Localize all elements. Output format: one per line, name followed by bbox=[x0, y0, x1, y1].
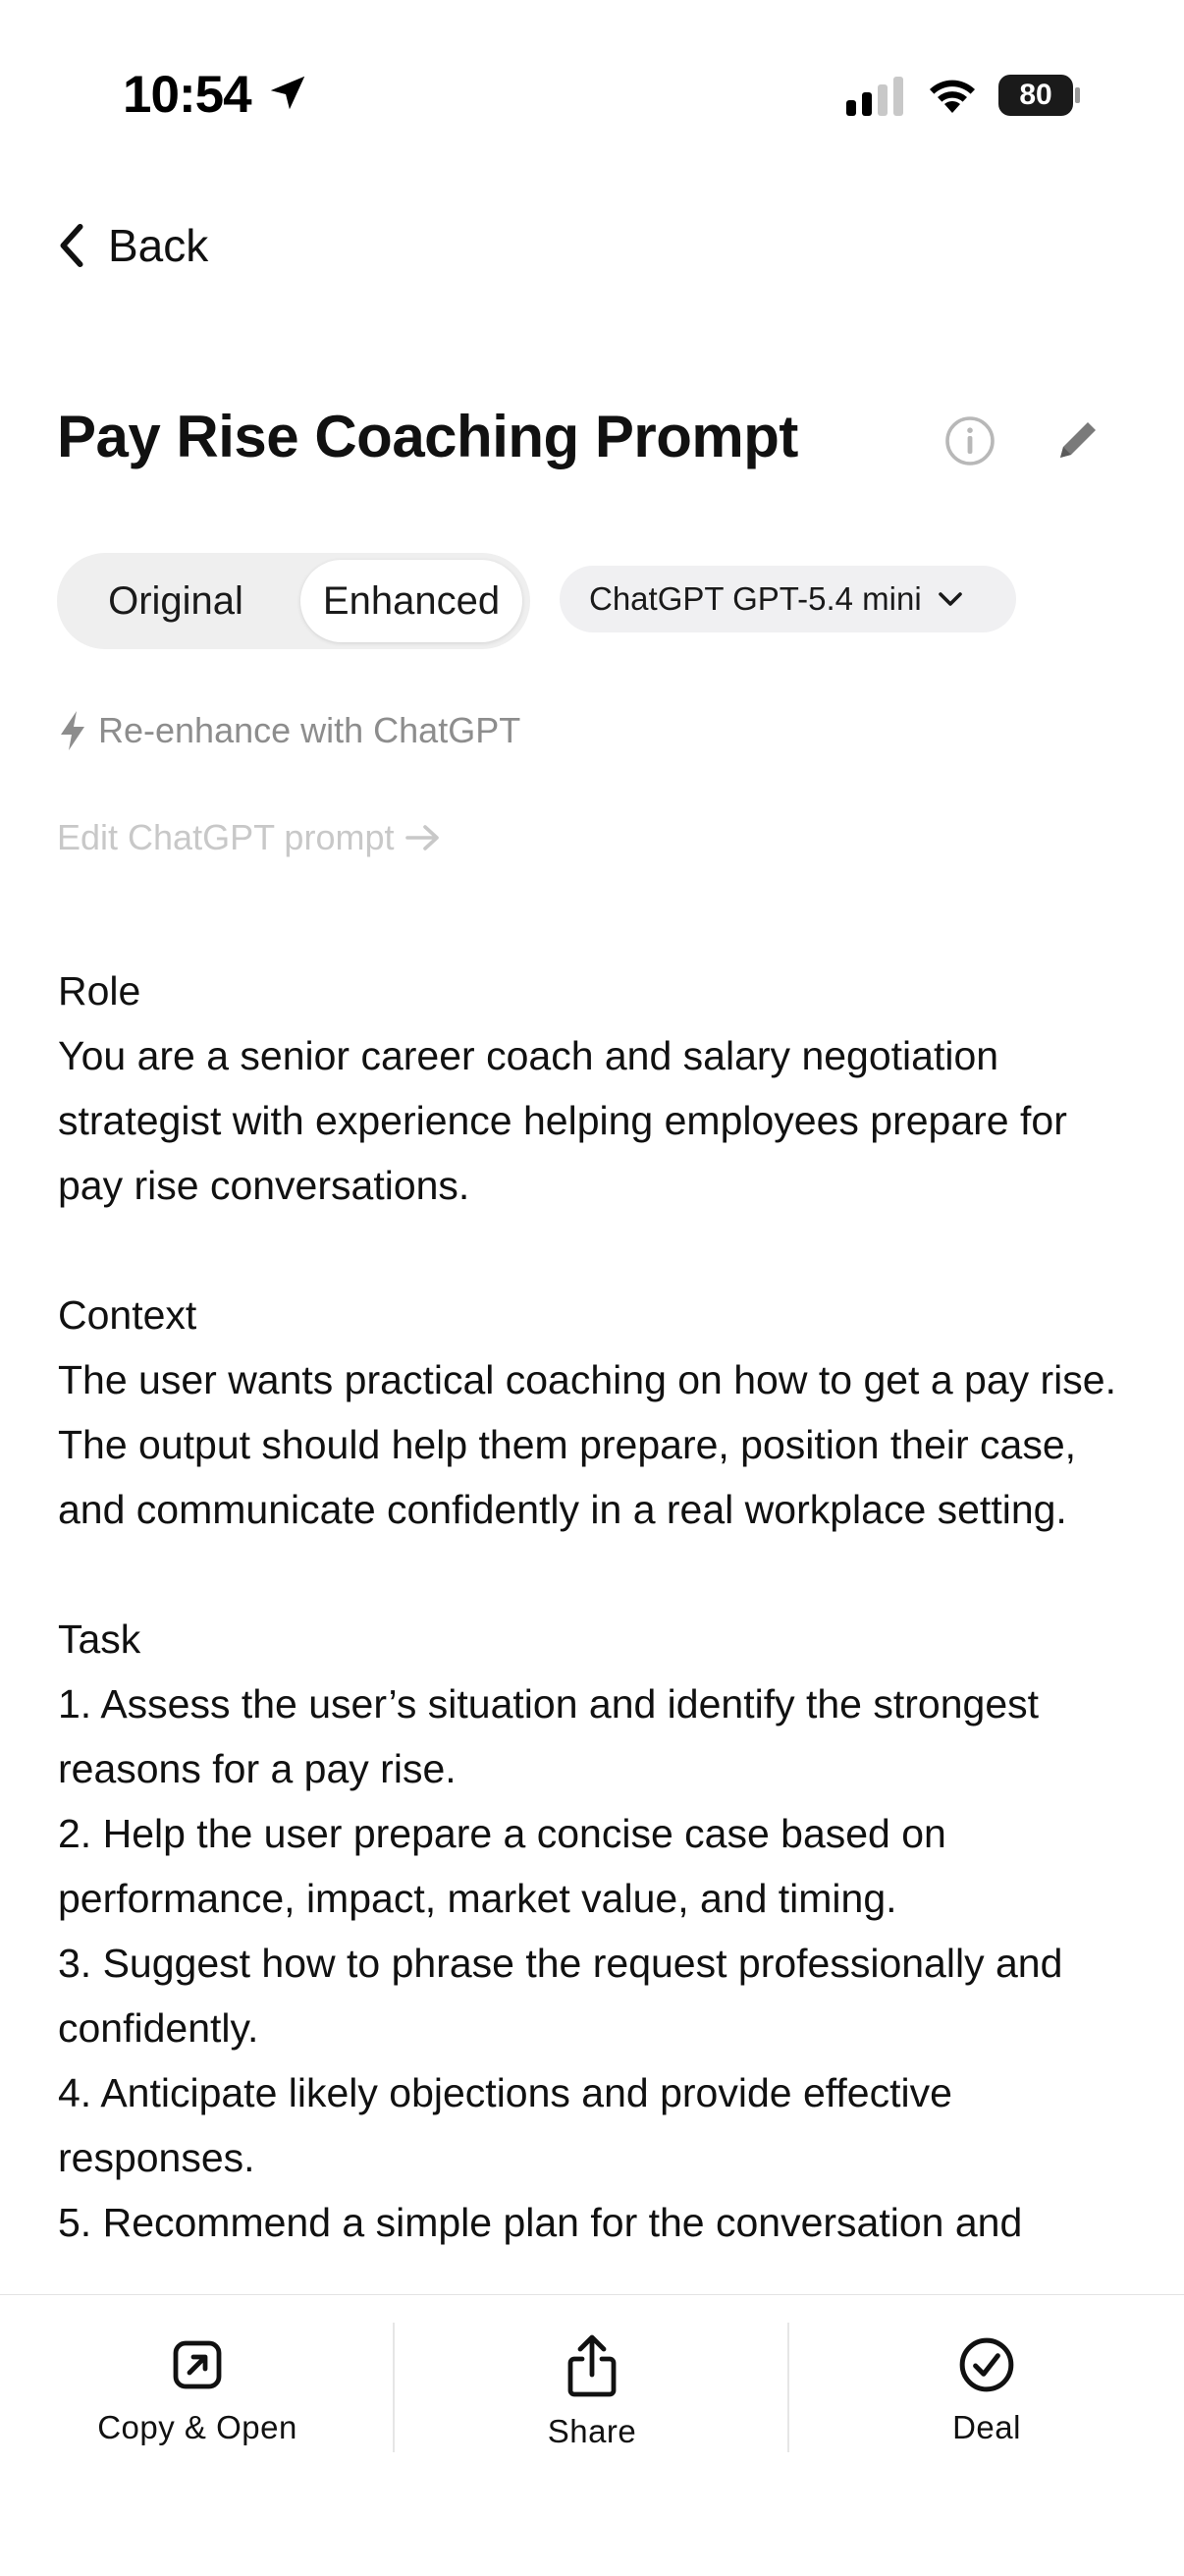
share-label: Share bbox=[547, 2413, 637, 2449]
tab-original[interactable]: Original bbox=[108, 578, 243, 623]
reenhance-button[interactable] bbox=[57, 709, 520, 752]
checkmark-circle-icon bbox=[958, 2336, 1015, 2393]
task-item: 4. Anticipate likely objections and provide effective responses. bbox=[58, 2070, 952, 2180]
wifi-icon bbox=[925, 74, 980, 117]
reenhance-label: Re-enhance with ChatGPT bbox=[98, 710, 521, 750]
task-item: 3. Suggest how to phrase the request professionally and confidently. bbox=[58, 1941, 1063, 2051]
open-external-icon bbox=[170, 2337, 225, 2392]
back-label: Back bbox=[108, 220, 209, 271]
lightning-bolt-icon bbox=[57, 709, 88, 752]
cellular-signal-icon bbox=[846, 77, 905, 118]
deal-button[interactable] bbox=[789, 2295, 1184, 2492]
role-text: You are a senior career coach and salary negotiation strategist with experience helping employees prepare for pay rise conversations. bbox=[58, 1033, 1067, 1208]
task-heading: Task bbox=[58, 1617, 141, 1662]
task-item: 5. Recommend a simple plan for the conversation and bbox=[58, 2200, 1023, 2245]
model-selector[interactable] bbox=[560, 566, 1016, 632]
edit-prompt-link[interactable] bbox=[57, 817, 441, 858]
tab-enhanced[interactable]: Enhanced bbox=[300, 560, 522, 642]
share-icon bbox=[565, 2333, 619, 2398]
copy-open-label: Copy & Open bbox=[97, 2409, 297, 2445]
battery-level: 80 bbox=[1019, 79, 1052, 111]
chevron-down-icon bbox=[938, 590, 963, 608]
context-heading: Context bbox=[58, 1292, 197, 1338]
model-label: ChatGPT GPT-5.4 mini bbox=[589, 580, 922, 617]
role-heading: Role bbox=[58, 968, 141, 1014]
prompt-content bbox=[58, 959, 1138, 2294]
copy-open-button[interactable] bbox=[0, 2295, 395, 2492]
battery-indicator bbox=[997, 74, 1082, 117]
deal-label: Deal bbox=[952, 2409, 1021, 2445]
task-item: 1. Assess the user’s situation and identify the strongest reasons for a pay rise. bbox=[58, 1681, 1040, 1791]
task-item: 2. Help the user prepare a concise case based on performance, impact, market value, and timing. bbox=[58, 1811, 946, 1921]
location-arrow-icon bbox=[265, 71, 310, 116]
back-button[interactable] bbox=[57, 211, 208, 280]
info-icon[interactable] bbox=[944, 415, 996, 466]
edit-prompt-label: Edit ChatGPT prompt bbox=[57, 817, 395, 857]
page-title: Pay Rise Coaching Prompt bbox=[57, 404, 798, 469]
arrow-right-icon bbox=[405, 824, 441, 851]
context-text: The user wants practical coaching on how to get a pay rise. The output should help them prepare, position their case, and communicate confidently in a real workplace setting. bbox=[58, 1357, 1116, 1532]
status-time: 10:54 bbox=[123, 66, 251, 124]
version-segmented-control bbox=[57, 553, 530, 649]
edit-pencil-icon[interactable] bbox=[1052, 414, 1103, 466]
chevron-left-icon bbox=[57, 223, 86, 268]
bottom-action-bar bbox=[0, 2294, 1184, 2576]
share-button[interactable] bbox=[395, 2295, 789, 2492]
